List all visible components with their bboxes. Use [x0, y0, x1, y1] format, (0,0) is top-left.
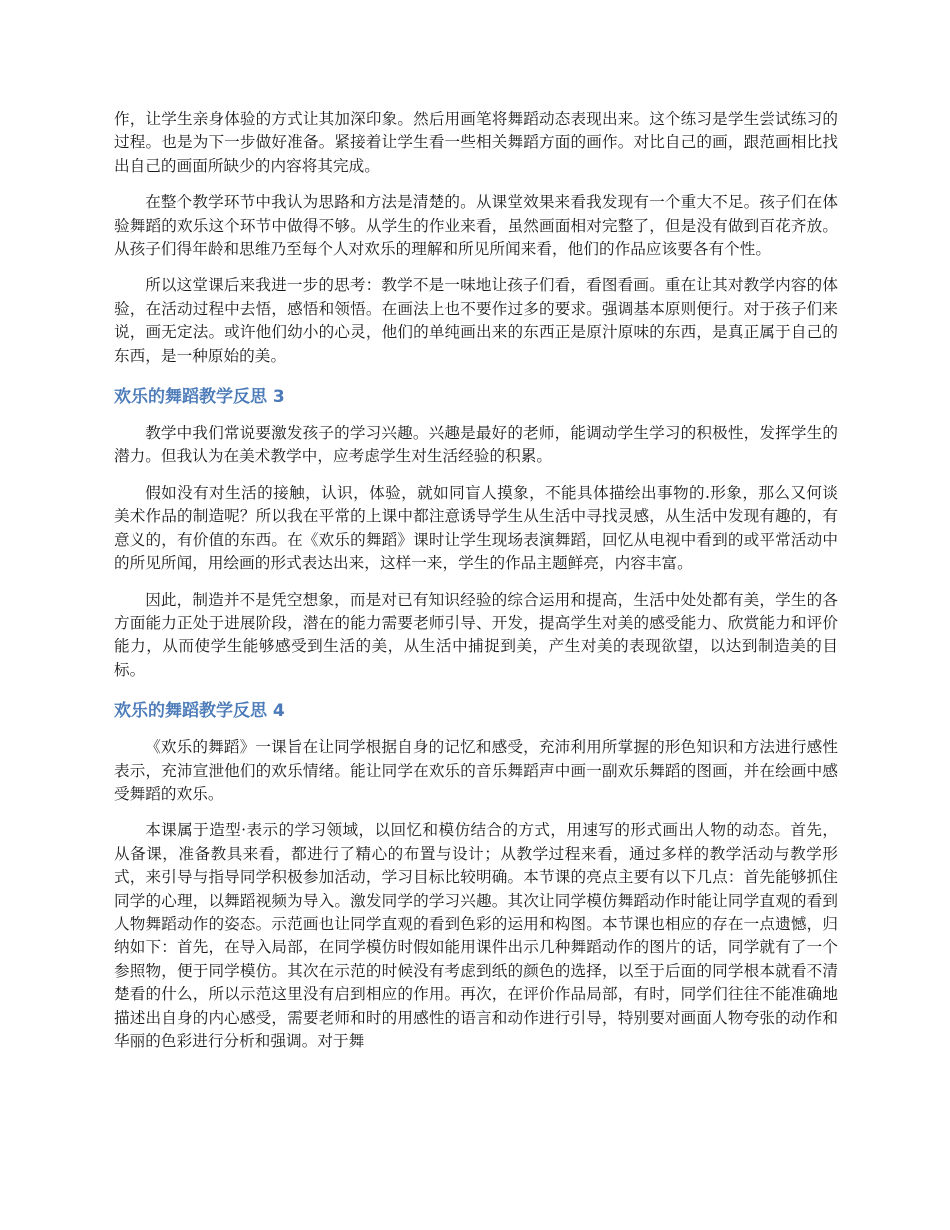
intro-paragraph: 作，让学生亲身体验的方式让其加深印象。然后用画笔将舞蹈动态表现出来。这个练习是学生尝试练习的过程。也是为下一步做好准备。紧接着让学生看一些相关舞蹈方面的画作。对比自己的画，跟范画相比找出自己的画面所缺少的内容将其完成。 — [114, 110, 838, 175]
body-paragraph: 本课属于造型·表示的学习领域，以回忆和模仿结合的方式，用速写的形式画出人物的动态。首先，从备课，准备教具来看，都进行了精心的布置与设计；从教学过程来看，通过多样的教学活动与教学形式，来引导与指导同学积极参加活动，学习目标比较明确。本节课的亮点主要有以下几点：首先能够抓住同学的心理，以舞蹈视频为导入。激发同学的学习兴趣。其次让同学模仿舞蹈动作时能让同学直观的看到人物舞蹈动作的姿态。示范画也让同学直观的看到色彩的运用和构图。本节课也相应的存在一点遗憾，归纳如下：首先，在导入局部，在同学模仿时假如能用课件出示几种舞蹈动作的图片的话，同学就有了一个参照物，便于同学模仿。其次在示范的时候没有考虑到纸的颜色的选择，以至于后面的同学根本就看不清楚看的什么，所以示范这里没有启到相应的作用。再次，在评价作品局部，有时，同学们往往不能准确地描述出自身的内心感受，需要老师和时的用感性的语言和动作进行引导，特别要对画面人物夸张的动作和华丽的色彩进行分析和强调。对于舞 — [114, 821, 838, 1050]
body-paragraph: 假如没有对生活的接触，认识，体验，就如同盲人摸象，不能具体描绘出事物的.形象，那么又何谈美术作品的制造呢？所以我在平常的上课中都注意诱导学生从生活中寻找灵感，从生活中发现有趣的，有意义的，有价值的东西。在《欢乐的舞蹈》课时让学生现场表演舞蹈，回忆从电视中看到的或平常活动中的所见所闻，用绘画的形式表达出来，这样一来，学生的作品主题鲜亮，内容丰富。 — [114, 483, 838, 573]
body-paragraph: 《欢乐的舞蹈》一课旨在让同学根据自身的记忆和感受，充沛利用所掌握的形色知识和方法进行感性表示，充沛宣泄他们的欢乐情绪。能让同学在欢乐的音乐舞蹈声中画一副欢乐舞蹈的图画，并在绘画中感受舞蹈的欢乐。 — [114, 738, 838, 803]
body-paragraph: 所以这堂课后来我进一步的思考：教学不是一味地让孩子们看，看图看画。重在让其对教学内容的体验，在活动过程中去悟，感悟和领悟。在画法上也不要作过多的要求。强调基本原则便行。对于孩子们来说，画无定法。或许他们幼小的心灵，他们的单纯画出来的东西正是原汁原味的东西，是真正属于自己的东西，是一种原始的美。 — [114, 276, 838, 365]
document-page — [114, 108, 838, 1066]
body-paragraph: 教学中我们常说要激发孩子的学习兴趣。兴趣是最好的老师，能调动学生学习的积极性，发挥学生的潜力。但我认为在美术教学中，应考虑学生对生活经验的积累。 — [114, 424, 838, 466]
body-paragraph: 在整个教学环节中我认为思路和方法是清楚的。从课堂效果来看我发现有一个重大不足。孩子们在体验舞蹈的欢乐这个环节中做得不够。从学生的作业来看，虽然画面相对完整了，但是没有做到百花齐放。从孩子们得年龄和思维乃至每个人对欢乐的理解和所见所闻来看，他们的作品应该要各有个性。 — [114, 193, 838, 259]
section-heading-3: 欢乐的舞蹈教学反思 3 — [114, 387, 285, 408]
section-heading-4: 欢乐的舞蹈教学反思 4 — [114, 701, 285, 722]
body-paragraph: 因此，制造并不是凭空想象，而是对已有知识经验的综合运用和提高，生活中处处都有美，学生的各方面能力正处于进展阶段，潜在的能力需要老师引导、开发，提高学生对美的感受能力、欣赏能力和评价能力，从而使学生能够感受到生活的美，从生活中捕捉到美，产生对美的表现欲望，以达到制造美的目标。 — [114, 590, 838, 679]
